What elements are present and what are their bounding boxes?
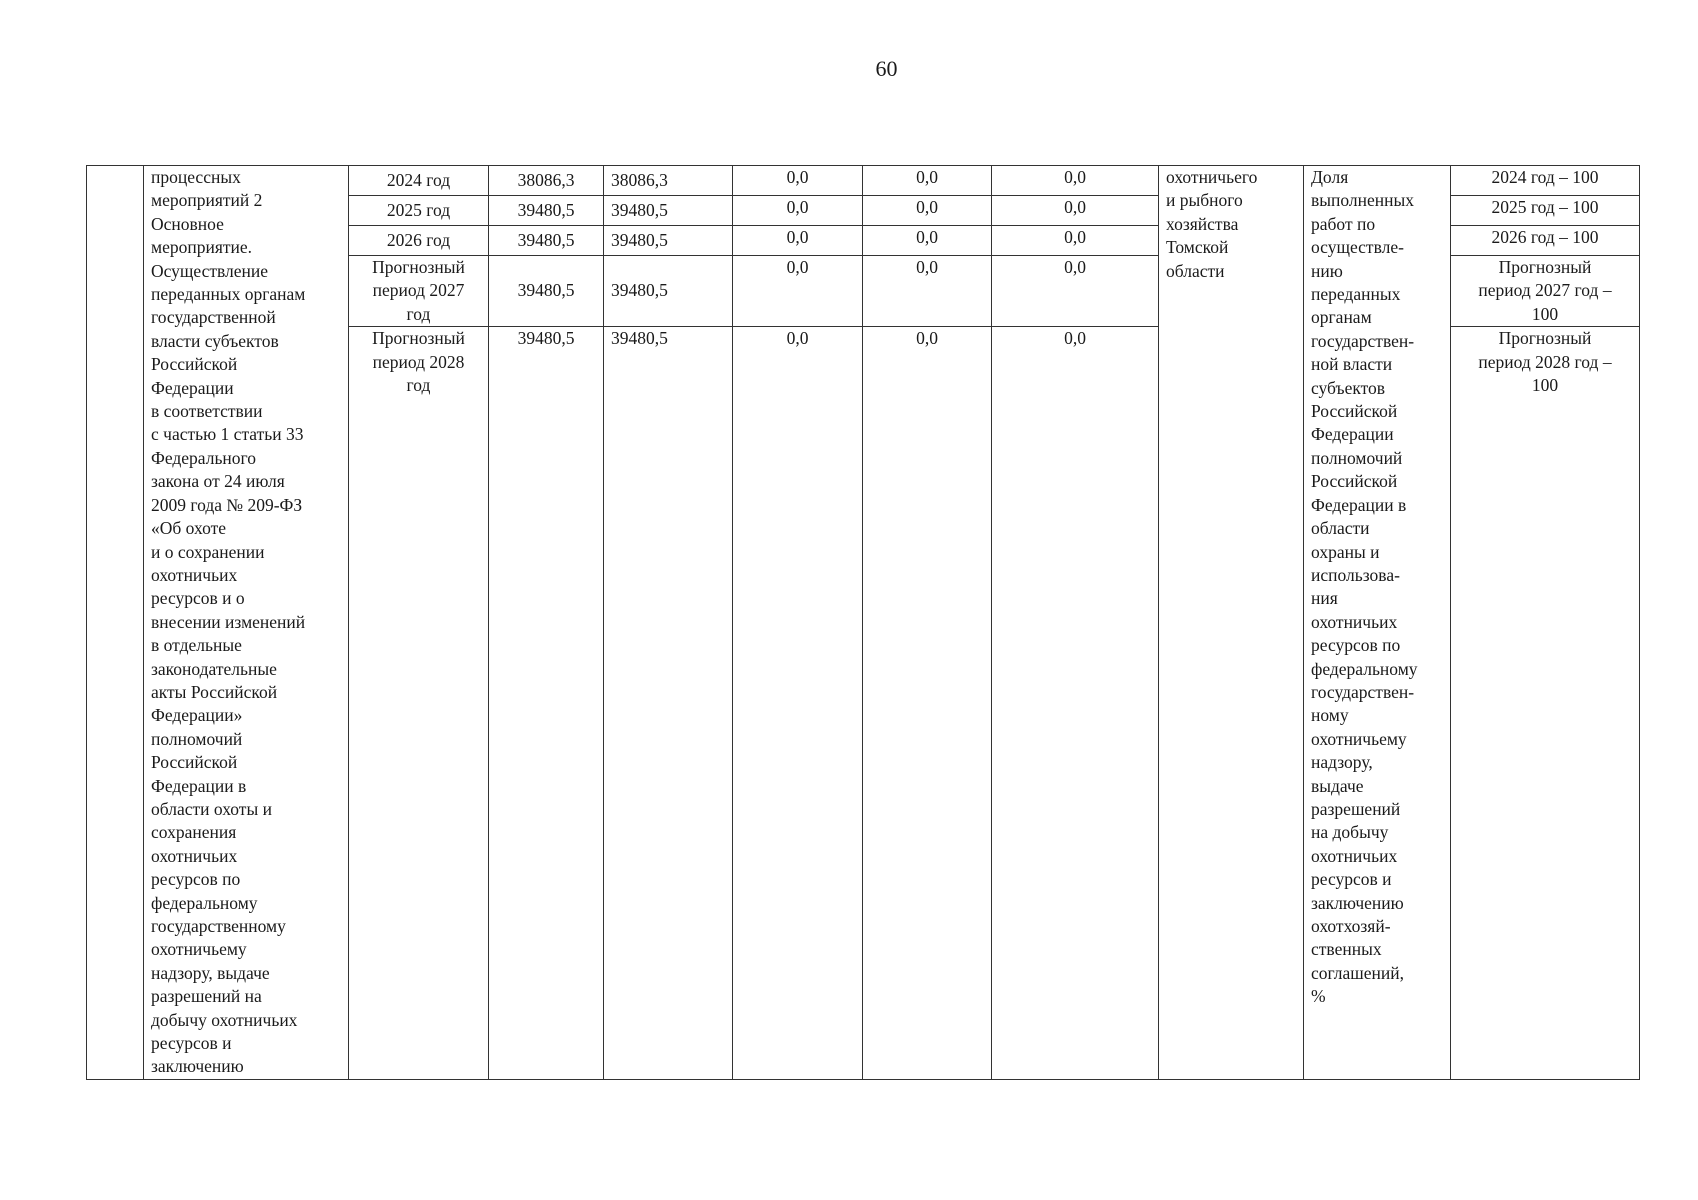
federal-budget-cell: 0,0 xyxy=(733,166,863,196)
page-number: 60 xyxy=(875,56,898,81)
period-cell: 2024 год xyxy=(349,166,489,196)
other-sources-cell: 0,0 xyxy=(992,226,1159,256)
local-budget-cell: 0,0 xyxy=(863,196,992,226)
executor-cell: охотничьего и рыбного хозяйства Томской области xyxy=(1159,166,1304,1080)
local-budget-cell: 0,0 xyxy=(863,226,992,256)
other-sources-cell: 0,0 xyxy=(992,166,1159,196)
table-row xyxy=(87,166,1640,196)
other-sources-cell: 0,0 xyxy=(992,327,1159,1080)
target-value-cell: 2024 год – 100 xyxy=(1451,166,1640,196)
target-value-cell: 2025 год – 100 xyxy=(1451,196,1640,226)
total-cell: 39480,5 xyxy=(489,226,604,256)
local-budget-cell: 0,0 xyxy=(863,327,992,1080)
federal-budget-cell: 0,0 xyxy=(733,226,863,256)
regional-budget-cell: 39480,5 xyxy=(604,327,733,1080)
regional-budget-cell: 38086,3 xyxy=(604,166,733,196)
total-cell: 39480,5 xyxy=(489,327,604,1080)
regional-budget-cell: 39480,5 xyxy=(604,196,733,226)
period-cell: Прогнозный период 2028 год xyxy=(349,327,489,1080)
program-table xyxy=(86,165,1640,1080)
federal-budget-cell: 0,0 xyxy=(733,256,863,327)
activity-name-cell: процессных мероприятий 2 Основное мероприятие. Осуществление переданных органам государственной власти субъектов Российской Федерации в соответствии с частью 1 статьи 33 Федерального закона от 24 июля 2009 года № 209-ФЗ «Об охоте и о сохранении охотничьих ресурсов и о внесении изменений в отдельные законодательные акты Российской Федерации» полномочий Российской Федерации в области охоты и сохранения охотничьих ресурсов по федеральному государственному охотничьему надзору, выдаче разрешений на добычу охотничьих ресурсов и заключению xyxy=(144,166,349,1080)
period-cell: 2025 год xyxy=(349,196,489,226)
total-cell: 39480,5 xyxy=(489,256,604,327)
total-cell: 39480,5 xyxy=(489,196,604,226)
period-cell: Прогнозный период 2027 год xyxy=(349,256,489,327)
number-cell xyxy=(87,166,144,1080)
total-cell: 38086,3 xyxy=(489,166,604,196)
regional-budget-cell: 39480,5 xyxy=(604,256,733,327)
regional-budget-cell: 39480,5 xyxy=(604,226,733,256)
program-table-wrapper xyxy=(86,165,1639,1075)
federal-budget-cell: 0,0 xyxy=(733,196,863,226)
other-sources-cell: 0,0 xyxy=(992,256,1159,327)
other-sources-cell: 0,0 xyxy=(992,196,1159,226)
target-value-cell: Прогнозный период 2027 год – 100 xyxy=(1451,256,1640,327)
target-value-cell: 2026 год – 100 xyxy=(1451,226,1640,256)
target-value-cell: Прогнозный период 2028 год – 100 xyxy=(1451,327,1640,1080)
period-cell: 2026 год xyxy=(349,226,489,256)
local-budget-cell: 0,0 xyxy=(863,256,992,327)
federal-budget-cell: 0,0 xyxy=(733,327,863,1080)
local-budget-cell: 0,0 xyxy=(863,166,992,196)
indicator-cell: Доля выполненных работ по осуществле- нию переданных органам государствен- ной власти субъектов Российской Федерации полномочий Российской Федерации в области охраны и использова- ния охотничьих ресурсов по федеральному государствен- ному охотничьему надзору, выдаче разрешений на добычу охотничьих ресурсов и заключению охотхозяй- ственных соглашений, % xyxy=(1304,166,1451,1080)
